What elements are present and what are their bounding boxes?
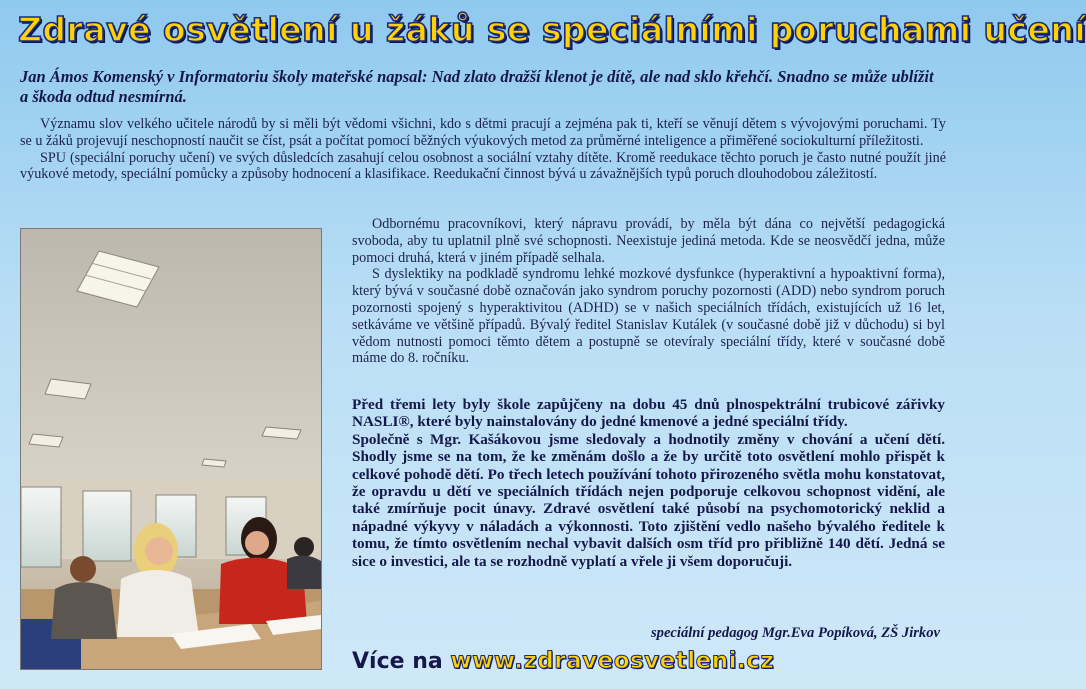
nasli-experience-text <box>352 396 945 570</box>
bold-paragraph-2: Společně s Mgr. Kašákovou jsme sledovaly a hodnotily změny v chování a učení dětí. Shodly jsme se na tom, že ke změnám došlo a že by určitě toto osvětlení mohlo přispět k celkové pohodě dětí. Po třech letech používání tohoto přirozeného světla mohu konstatovat, že opravdu u dětí ve speciálních třídách nejen podporuje celkovou schopnost vidění, ale také zmírňuje pocit únavy. Zdravé osvětlení také působí na psychomotorický neklid a nápadné výkyvy v náladách a výkonnosti. Toto zjištění vedlo našeho bývalého ředitele k tomu, že tímto osvětlením nechal vybavit dalších osm tříd pro přibližně 140 dětí. Jedná se sice o investici, ale ta se rozhodně vyplatí a vřele ji všem doporučuji. <box>352 430 945 570</box>
right-column-text <box>352 216 945 367</box>
page-title: Zdravé osvětlení u žáků se speciálními poruchami učení <box>18 10 1086 49</box>
footer-link-line <box>352 648 774 674</box>
student-left <box>51 556 117 639</box>
bold-paragraph-1: Před třemi lety byly škole zapůjčeny na dobu 45 dnů plnospektrální trubicové zářivky NASLI®, které byly nainstalovány do jedné kmenové a jedné speciální třídy. <box>352 396 945 431</box>
right-paragraph-1: Odbornému pracovníkovi, který nápravu provádí, by měla být dána co největší pedagogická svoboda, aby tu uplatnil plně své schopnosti. Neexistuje jediná metoda. Kde se neosvědčí jedna, může pomoci druhá, která v jiném případě selhala. <box>352 216 945 266</box>
footer-prefix: Více na <box>352 649 443 674</box>
classroom-photo <box>20 228 322 670</box>
website-link[interactable]: www.zdraveosvetleni.cz <box>450 648 775 674</box>
intro-paragraph-2: SPU (speciální poruchy učení) ve svých důsledcích zasahují celou osobnost a sociální vztahy dítěte. Kromě reedukace těchto poruch je často nutné použít jiné výukové metody, speciální pomůcky a způsoby hodnocení a klasifikace. Reedukační činnost bývá u závažnějších typů poruch dlouhodobou záležitostí. <box>20 149 946 183</box>
intro-text <box>20 116 946 183</box>
right-paragraph-2: S dyslektiky na podkladě syndromu lehké mozkové dysfunkce (hyperaktivní a hypoaktivní forma), který bývá v současné době označován jako syndrom poruchy pozornosti (ADD) nebo syndrom poruch pozornosti spojený s hyperaktivitou (ADHD) se v našich speciálních třídách, existujících už 16 let, setkáváme ve většině případů. Bývalý ředitel Stanislav Kutálek (v současné době již v důchodu) si byl vědom nutnosti pomoci těmto dětem a postupně se otevíraly speciální třídy, které v současné době máme do 8. ročníku. <box>352 266 945 367</box>
intro-paragraph-1: Významu slov velkého učitele národů by si měli být vědomi všichni, kdo s dětmi pracují a zejména pak ti, kteří se věnují dětem s vývojovými poruchami. Ty se u žáků projevují neschopností naučit se číst, psát a počítat pomocí běžných výukových metod za průměrné inteligence a přiměřené sociokulturní příležitosti. <box>20 116 946 149</box>
author-signature: speciální pedagog Mgr.Eva Popíková, ZŠ Jirkov <box>650 625 940 641</box>
komensky-quote: Jan Ámos Komenský v Informatoriu školy mateřské napsal: Nad zlato dražší klenot je dítě, ale nad sklo křehčí. Snadno se může ublížit a škoda odtud nesmírná. <box>20 67 934 106</box>
